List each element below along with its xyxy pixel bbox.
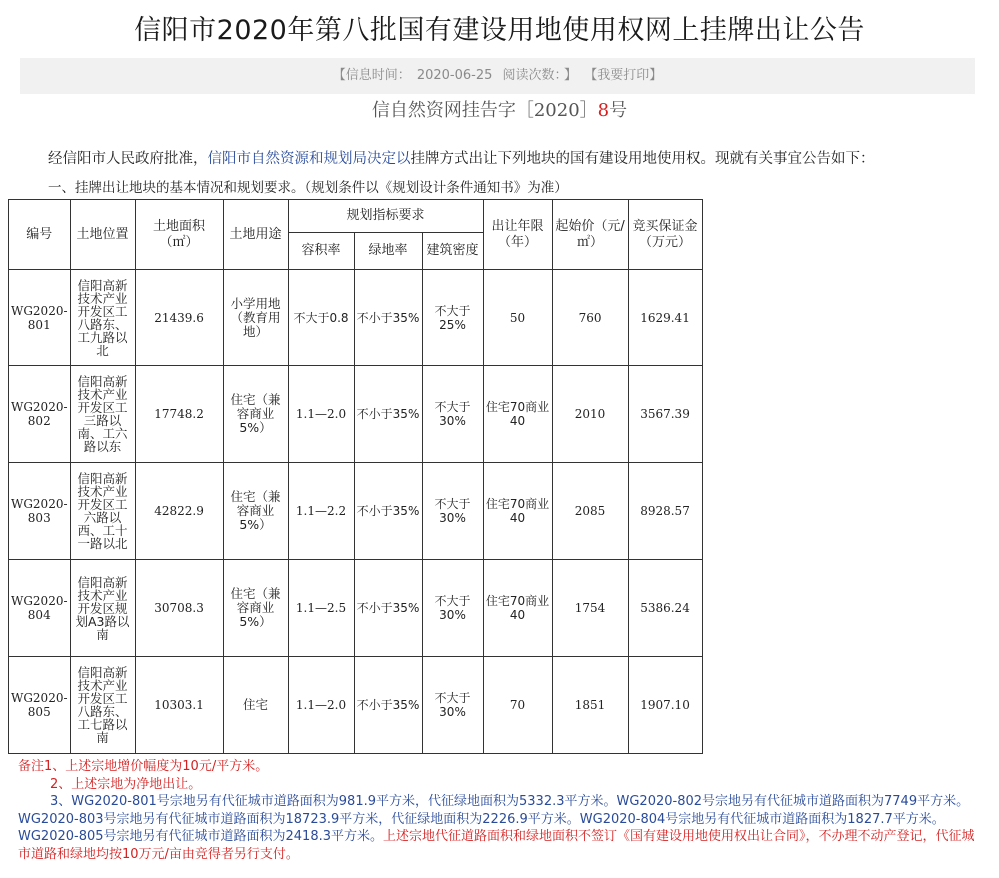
cell-density: 不大于30% bbox=[422, 560, 483, 657]
intro-part1: 经信阳市人民政府批准， bbox=[48, 151, 208, 167]
cell-price: 760 bbox=[552, 270, 628, 366]
info-reads-close: 】 bbox=[564, 68, 578, 83]
intro-part3: 挂牌方式出让下列地块的国有建设用地使用权。现就有关事宜公告如下： bbox=[410, 151, 875, 167]
doc-no-num: 8 bbox=[597, 100, 610, 121]
table-row bbox=[9, 560, 703, 657]
cell-use: 住宅（兼容商业5%） bbox=[223, 366, 288, 463]
cell-area: 10303.1 bbox=[135, 657, 223, 754]
header-use: 土地用途 bbox=[223, 200, 288, 270]
header-area: 土地面积（㎡） bbox=[135, 200, 223, 270]
cell-term: 50 bbox=[483, 270, 552, 366]
notes-section bbox=[18, 758, 978, 863]
cell-green: 不小于35% bbox=[354, 657, 422, 754]
article-info-bar bbox=[20, 58, 975, 94]
cell-no: WG2020-805 bbox=[9, 657, 71, 754]
note-3: 3、WG2020-801号宗地另有代征城市道路面积为981.9平方米，代征绿地面积为5332.3平方米。WG2020-802号宗地另有代征城市道路面积为7749平方米。WG2020-803号宗地另有代征城市道路面积为18723.9平方米，代征绿地面积为2226.9平方米。WG2020-804号宗地另有代征城市道路面积为1827.7平方米。WG2020-805号宗地另有代征城市道路面积为2418.3平方米。 bbox=[18, 794, 970, 844]
document-number bbox=[0, 96, 999, 122]
cell-price: 1754 bbox=[552, 560, 628, 657]
cell-density: 不大于30% bbox=[422, 366, 483, 463]
cell-location: 信阳高新技术产业开发区工八路东、工七路以南 bbox=[70, 657, 135, 754]
cell-far: 1.1—2.2 bbox=[288, 463, 354, 560]
cell-no: WG2020-801 bbox=[9, 270, 71, 366]
cell-no: WG2020-802 bbox=[9, 366, 71, 463]
page-title: 信阳市2020年第八批国有建设用地使用权网上挂牌出让公告 bbox=[134, 15, 865, 46]
cell-term: 住宅70商业40 bbox=[483, 463, 552, 560]
cell-green: 不小于35% bbox=[354, 270, 422, 366]
cell-location: 信阳高新技术产业开发区规划A3路以南 bbox=[70, 560, 135, 657]
doc-no-prefix: 信自然资网挂告字［2020］ bbox=[371, 100, 598, 121]
cell-price: 2010 bbox=[552, 366, 628, 463]
intro-part2: 信阳市自然资源和规划局决定以 bbox=[207, 151, 411, 167]
intro-paragraph bbox=[48, 147, 875, 168]
cell-green: 不小于35% bbox=[354, 560, 422, 657]
cell-use: 住宅（兼容商业5%） bbox=[223, 560, 288, 657]
cell-far: 1.1—2.5 bbox=[288, 560, 354, 657]
header-location: 土地位置 bbox=[70, 200, 135, 270]
header-price: 起始价（元/㎡） bbox=[552, 200, 628, 270]
cell-price: 1851 bbox=[552, 657, 628, 754]
header-planning: 规划指标要求 bbox=[288, 200, 483, 233]
cell-deposit: 5386.24 bbox=[628, 560, 702, 657]
header-green: 绿地率 bbox=[354, 233, 422, 270]
cell-far: 1.1—2.0 bbox=[288, 657, 354, 754]
cell-area: 42822.9 bbox=[135, 463, 223, 560]
header-density: 建筑密度 bbox=[422, 233, 483, 270]
cell-density: 不大于30% bbox=[422, 657, 483, 754]
doc-no-suffix: 号 bbox=[609, 100, 628, 121]
cell-location: 信阳高新技术产业开发区工六路以西、工十一路以北 bbox=[70, 463, 135, 560]
header-no: 编号 bbox=[9, 200, 71, 270]
table-row bbox=[9, 366, 703, 463]
info-reads-label: 阅读次数： bbox=[502, 68, 562, 83]
print-link[interactable]: 【我要打印】 bbox=[584, 68, 663, 83]
cell-density: 不大于30% bbox=[422, 463, 483, 560]
note-2: 2、上述宗地为净地出让。 bbox=[50, 776, 202, 792]
section-heading: 一、挂牌出让地块的基本情况和规划要求。（规划条件以《规划设计条件通知书》为准） bbox=[48, 180, 568, 196]
cell-deposit: 8928.57 bbox=[628, 463, 702, 560]
cell-area: 21439.6 bbox=[135, 270, 223, 366]
cell-green: 不小于35% bbox=[354, 463, 422, 560]
cell-use: 住宅（兼容商业5%） bbox=[223, 463, 288, 560]
cell-term: 70 bbox=[483, 657, 552, 754]
cell-deposit: 1629.41 bbox=[628, 270, 702, 366]
cell-term: 住宅70商业40 bbox=[483, 560, 552, 657]
cell-location: 信阳高新技术产业开发区工三路以南、工六路以东 bbox=[70, 366, 135, 463]
notes-label: 备注 bbox=[18, 759, 45, 774]
table-row bbox=[9, 657, 703, 754]
land-table bbox=[8, 199, 703, 754]
cell-use: 小学用地（教育用地） bbox=[223, 270, 288, 366]
cell-area: 17748.2 bbox=[135, 366, 223, 463]
info-time-label: 【信息时间： bbox=[332, 68, 411, 83]
cell-area: 30708.3 bbox=[135, 560, 223, 657]
cell-term: 住宅70商业40 bbox=[483, 366, 552, 463]
cell-location: 信阳高新技术产业开发区工八路东、工九路以北 bbox=[70, 270, 135, 366]
cell-green: 不小于35% bbox=[354, 366, 422, 463]
header-deposit: 竞买保证金（万元） bbox=[628, 200, 702, 270]
cell-far: 1.1—2.0 bbox=[288, 366, 354, 463]
cell-price: 2085 bbox=[552, 463, 628, 560]
note-3-red: 上述宗地代征道路面积和绿地面积不签订《国有建设用地使用权出让合同》，不办理不动产登记，代征城市道路和绿地均按10万元/亩由竞得者另行支付。 bbox=[18, 829, 975, 862]
cell-deposit: 3567.39 bbox=[628, 366, 702, 463]
cell-far: 不大于0.8 bbox=[288, 270, 354, 366]
cell-use: 住宅 bbox=[223, 657, 288, 754]
note-1: 1、上述宗地增价幅度为10元/平方米。 bbox=[44, 759, 269, 774]
cell-no: WG2020-804 bbox=[9, 560, 71, 657]
header-far: 容积率 bbox=[288, 233, 354, 270]
info-time-value: 2020-06-25 bbox=[416, 68, 493, 83]
cell-density: 不大于25% bbox=[422, 270, 483, 366]
table-row bbox=[9, 270, 703, 366]
cell-deposit: 1907.10 bbox=[628, 657, 702, 754]
header-term: 出让年限（年） bbox=[483, 200, 552, 270]
cell-no: WG2020-803 bbox=[9, 463, 71, 560]
table-row bbox=[9, 463, 703, 560]
